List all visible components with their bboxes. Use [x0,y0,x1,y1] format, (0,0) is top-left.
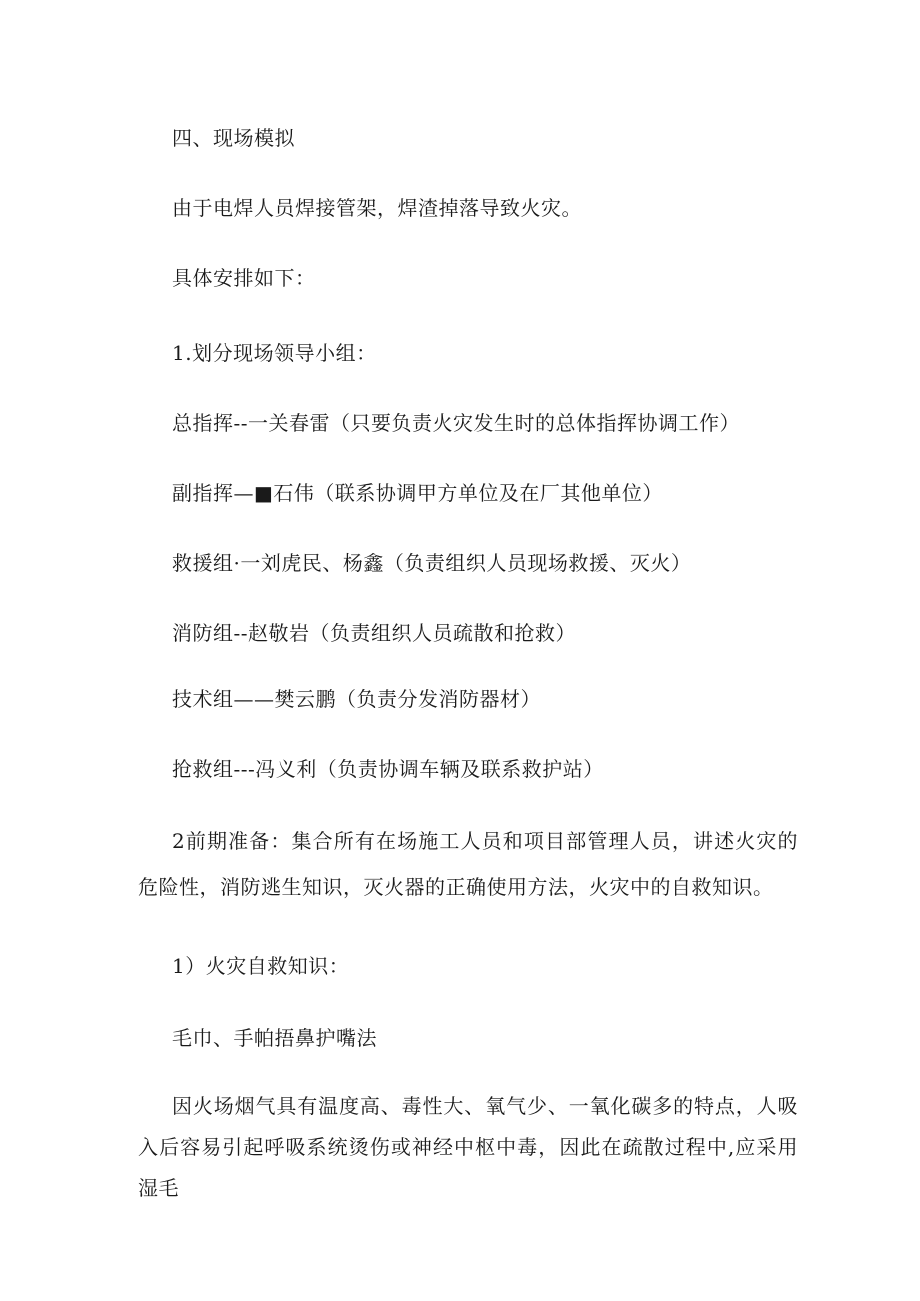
item1-title: 1.划分现场领导小组： [172,341,377,365]
role-line-deputy: 副指挥—■石伟（联系协调甲方单位及在厂其他单位） [172,481,663,505]
subitem1-title: 1）火灾自救知识： [172,954,350,978]
scenario-paragraph: 由于电焊人员焊接管架，焊渣掉落导致火灾。 [172,196,582,220]
method-title: 毛巾、手帕捂鼻护嘴法 [172,1026,377,1050]
section-heading: 四、现场模拟 [172,126,295,150]
method-paragraph: 因火场烟气具有温度高、毒性大、氧气少、一氧化碳多的特点，人吸入后容易引起呼吸系统烫伤或神经中枢中毒，因此在疏散过程中,应采用湿毛 [138,1094,798,1200]
role-line-technical: 技术组——樊云鹏（负责分发消防器材） [172,687,541,711]
arrangement-intro: 具体安排如下： [172,266,316,290]
item2-paragraph: 2前期准备：集合所有在场施工人员和项目部管理人员，讲述火灾的危险性，消防逃生知识，灭火器的正确使用方法，火灾中的自救知识。 [138,829,798,899]
role-line-emergency: 抢救组---冯义利（负责协调车辆及联系救护站） [172,757,604,781]
role-line-commander: 总指挥--一关春雷（只要负责火灾发生时的总体指挥协调工作） [172,411,741,435]
role-line-rescue: 救援组·一刘虎民、杨鑫（负责组织人员现场救援、灭火） [172,551,692,575]
role-line-firefighting: 消防组--赵敬岩（负责组织人员疏散和抢救） [172,621,577,645]
